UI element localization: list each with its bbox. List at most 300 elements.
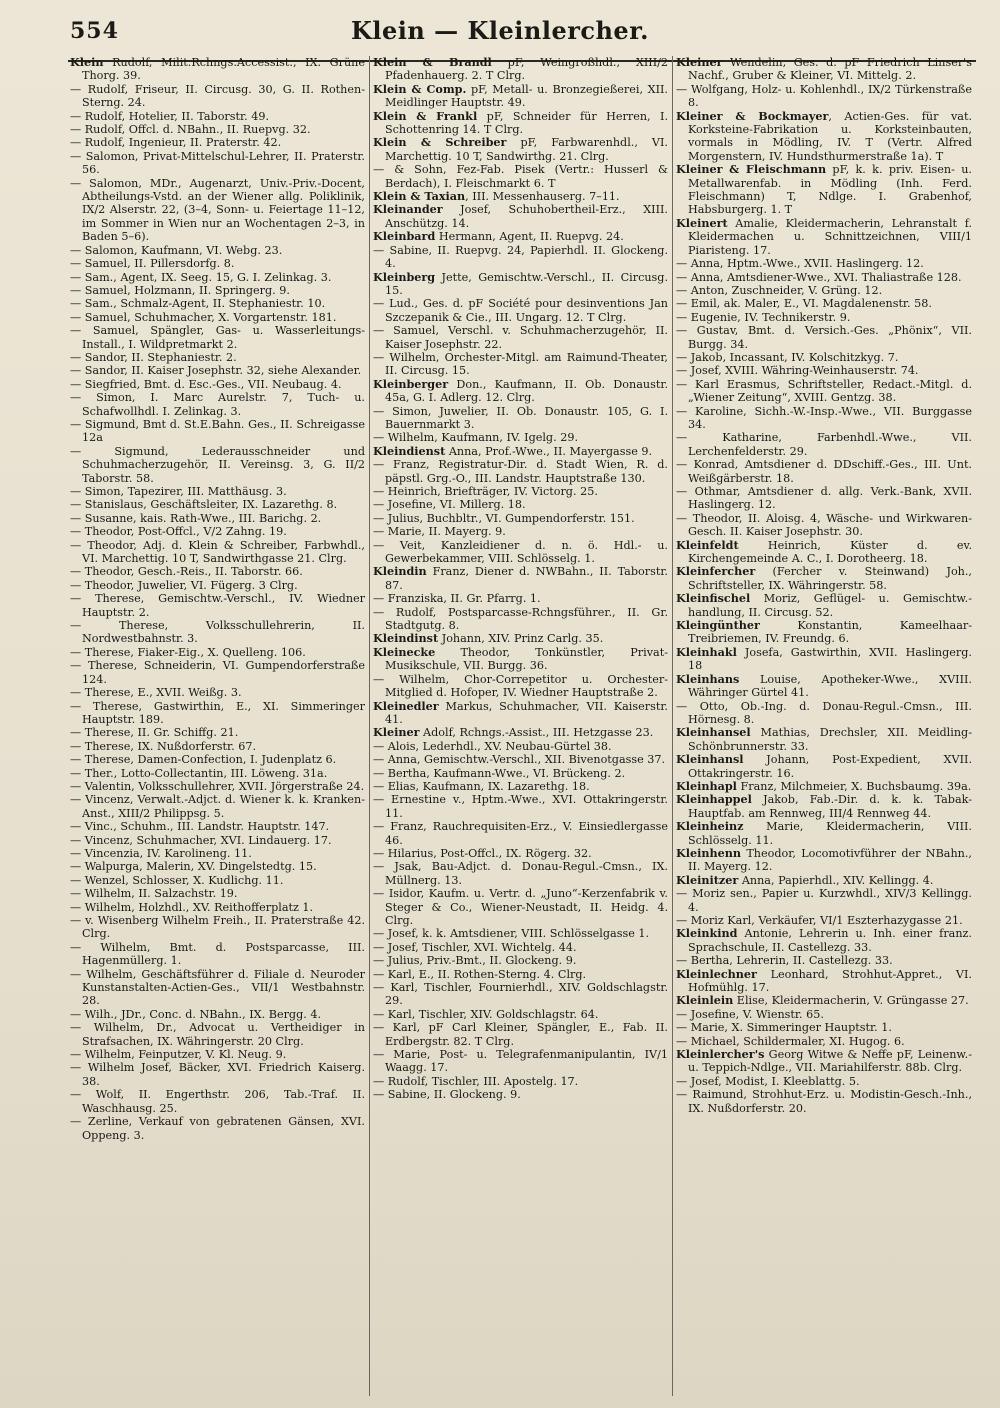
directory-entry [676, 1088, 972, 1115]
directory-entry [373, 968, 668, 981]
entry-text: — Rudolf, Offcl. d. NBahn., II. Ruepvg. 32. [70, 123, 311, 137]
entry-text: — Therese, Damen-Confection, I. Judenplatz 6. [70, 753, 337, 767]
directory-entry [676, 954, 972, 967]
directory-entry [373, 632, 668, 645]
entry-text: — Sabine, II. Ruepvg. 24, Papierhdl. II. Glockeng. 4. [373, 243, 668, 271]
entry-text: — Theodor, II. Aloisg. 4, Wäsche- und Wirkwaren-Gesch. II. Kaiser Josephstr. 30. [676, 511, 972, 539]
directory-entry [373, 539, 668, 566]
entry-text: — Rudolf, Postsparcasse-Rchngsführer., II. Gr. Stadtgutg. 8. [373, 605, 668, 633]
entry-text: — Wilhelm, Kaufmann, IV. Igelg. 29. [373, 431, 578, 445]
entry-text: Franz, Diener d. NWBahn., II. Taborstr. 87. [385, 565, 668, 592]
directory-entry [70, 297, 365, 310]
directory-entry [676, 284, 972, 297]
entry-text: — Michael, Schildermaler, XI. Hugog. 6. [676, 1034, 905, 1048]
entry-text: — Konrad, Amtsdiener d. DDschiff.-Ges., III. Unt. Weißgärberstr. 18. [676, 458, 972, 485]
entry-text: — Wilhelm, Chor-Correpetitor u. Orchester-Mitglied d. Hofoper, IV. Wiedner Hauptstraße 2. [373, 672, 668, 700]
entry-text: — Therese, Gemischtw.-Verschl., IV. Wiedner Hauptstr. 2. [70, 592, 365, 619]
entry-text: Johann, XIV. Prinz Carlg. 35. [438, 632, 604, 646]
directory-entry [373, 525, 668, 538]
directory-entry [676, 1035, 972, 1048]
directory-entry [373, 83, 668, 110]
entry-surname: Kleinberger [373, 376, 449, 391]
entry-surname: Kleinlercher's [676, 1047, 765, 1062]
directory-entry [373, 565, 668, 592]
directory-entry [373, 110, 668, 137]
directory-entry [373, 431, 668, 444]
entry-text: — Salomon, Privat-Mittelschul-Lehrer, II. Praterstr. 56. [70, 149, 365, 177]
running-head: Klein — Kleinlercher. [351, 16, 649, 45]
entry-text: — Josefine, VI. Millerg. 18. [373, 498, 526, 512]
directory-entry [373, 512, 668, 525]
entry-text: Don., Kaufmann, II. Ob. Donaustr. 45a, G. I. Adlerg. 12. Clrg. [385, 377, 668, 405]
directory-entry [70, 378, 365, 391]
directory-entry [373, 190, 668, 203]
entry-text: — Eugenie, IV. Technikerstr. 9. [676, 310, 851, 324]
entry-surname: Kleinkind [676, 926, 738, 941]
directory-entry [676, 619, 972, 646]
directory-entry [70, 780, 365, 793]
directory-entry [373, 56, 668, 83]
entry-text: — v. Wisenberg Wilhelm Freih., II. Praterstraße 42. Clrg. [70, 914, 365, 941]
directory-entry [676, 847, 972, 874]
entry-text: — Marie, X. Simmeringer Hauptstr. 1. [676, 1021, 892, 1035]
directory-entry [70, 592, 365, 619]
entry-text: Mathias, Drechsler, XII. Meidling-Schönbrunnerstr. 33. [688, 726, 972, 753]
directory-entry [70, 351, 365, 364]
directory-entry [373, 405, 668, 432]
directory-entry [70, 740, 365, 753]
directory-entry [70, 525, 365, 538]
directory-entry [676, 351, 972, 364]
directory-entry [70, 1088, 365, 1115]
entry-surname: Kleinedler [373, 698, 439, 713]
directory-entry [676, 673, 972, 700]
entry-text: — Wilhelm, Orchester-Mitgl. am Raimund-Theater, II. Circusg. 15. [373, 350, 668, 378]
entry-text: — Jakob, Incassant, IV. Kolschitzkyg. 7. [676, 350, 899, 364]
entry-surname: Kleinlein [676, 993, 734, 1008]
page-number: 554 [70, 18, 119, 44]
entry-text: Josefa, Gastwirthin, XVII. Haslingerg. 18 [688, 645, 972, 673]
entry-text: — Sam., Schmalz-Agent, II. Stephaniestr. 10. [70, 297, 326, 311]
directory-entry [373, 606, 668, 633]
entry-text: — Isidor, Kaufm. u. Vertr. d. „Juno“-Kerzenfabrik v. Steger & Co., Wiener-Neustadt, II. Heidg. 4. Clrg. [373, 887, 668, 927]
directory-entry [676, 271, 972, 284]
entry-text: — Therese, E., XVII. Weißg. 3. [70, 686, 242, 700]
entry-text: — Wolf, II. Engerthstr. 206, Tab.-Traf. II. Waschhausg. 25. [70, 1088, 365, 1115]
entry-text: Louise, Apotheker-Wwe., XVIII. Währinger Gürtel 41. [688, 672, 972, 700]
entry-text: — Julius, Priv.-Bmt., II. Glockeng. 9. [373, 954, 577, 968]
entry-text: Jakob, Fab.-Dir. d. k. k. Tabak-Hauptfab. am Rennweg, III/4 Rennweg 44. [688, 793, 972, 820]
entry-text: — Samuel, II. Pillersdorfg. 8. [70, 257, 235, 271]
entry-text: — Therese, Schneiderin, VI. Gumpendorferstraße 124. [70, 659, 365, 686]
directory-entry [70, 56, 365, 83]
entry-surname: Kleinhappel [676, 792, 752, 807]
directory-entry [373, 458, 668, 485]
directory-entry [373, 673, 668, 700]
entry-surname: Kleinitzer [676, 872, 739, 887]
directory-entry [676, 324, 972, 351]
directory-entry [70, 324, 365, 351]
directory-entry [676, 887, 972, 914]
entry-surname: Kleinhakl [676, 644, 737, 659]
directory-entry [70, 391, 365, 418]
directory-entry [676, 378, 972, 405]
entry-text: — Bertha, Lehrerin, II. Castellezg. 33. [676, 954, 893, 968]
directory-entry [70, 1115, 365, 1142]
directory-entry [676, 874, 972, 887]
entry-text: — Anna, Amtsdiener-Wwe., XVI. Thaliastraße 128. [676, 270, 962, 284]
entry-text: — Salomon, Kaufmann, VI. Webg. 23. [70, 243, 283, 257]
entry-text: — Walpurga, Malerin, XV. Dingelstedtg. 15. [70, 860, 317, 874]
entry-text: Heinrich, Küster d. ev. Kirchengemeinde A. C., I. Dorotheerg. 18. [688, 538, 972, 566]
entry-text: — Stanislaus, Geschäftsleiter, IX. Lazarethg. 8. [70, 498, 338, 512]
entry-text: Konstantin, Kameelhaar-Treibriemen, IV. Freundg. 6. [688, 619, 972, 646]
entry-text: , III. Messenhauserg. 7–11. [465, 190, 620, 204]
entry-text: — Jsak, Bau-Adjct. d. Donau-Regul.-Cmsn., IX. Müllnerg. 13. [373, 860, 668, 887]
directory-entry [70, 244, 365, 257]
entry-surname: Kleinberg [373, 269, 436, 284]
entry-text: — & Sohn, Fez-Fab. Pisek (Vertr.: Husserl & Berdach), I. Fleischmarkt 6. T [373, 163, 668, 190]
entry-text: — Simon, I. Marc Aurelstr. 7, Tuch- u. Schafwollhdl. I. Zelinkag. 3. [70, 391, 365, 418]
directory-entry [373, 445, 668, 458]
entry-surname: Kleiner [373, 725, 420, 740]
directory-entry [70, 565, 365, 578]
entry-text: — Sam., Agent, IX. Seeg. 15, G. I. Zelinkag. 3. [70, 270, 332, 284]
entry-text: — Lud., Ges. d. pF Société pour desinventions Jan Szczepanik & Cie., III. Ungarg. 12. T Clrg. [373, 297, 668, 324]
entry-text: — Theodor, Gesch.-Reis., II. Taborstr. 66. [70, 565, 303, 579]
directory-entry [373, 351, 668, 378]
directory-entry [70, 311, 365, 324]
entry-text: — Hilarius, Post-Offcl., IX. Rögerg. 32. [373, 846, 592, 860]
directory-entry [70, 646, 365, 659]
directory-entry [373, 820, 668, 847]
entry-text: — Theodor, Adj. d. Klein & Schreiber, Farbwhdl., VI. Marchettig. 10 T, Sandwirthgasse 21. Clrg. [70, 538, 365, 566]
directory-entry [70, 136, 365, 149]
entry-text: — Sabine, II. Glockeng. 9. [373, 1088, 521, 1102]
entry-text: Franz, Milchmeier, X. Buchsbaumg. 39a. [736, 779, 972, 793]
directory-entry [70, 257, 365, 270]
entry-text: — Vinc., Schuhm., III. Landstr. Hauptstr. 147. [70, 820, 330, 834]
entry-surname: Klein [70, 56, 104, 69]
entry-text: — Wolfgang, Holz- u. Kohlenhdl., IX/2 Türkenstraße 8. [676, 82, 972, 110]
entry-text: — Theodor, Post-Offcl., V/2 Zahng. 19. [70, 525, 287, 539]
directory-entry [70, 83, 365, 110]
entry-text: — Wilhelm, Geschäftsführer d. Filiale d. Neuroder Kunstanstalten-Actien-Ges., VII/1 Westbahnstr. 28. [70, 967, 365, 1008]
page-header [0, 14, 1000, 60]
entry-text: — Simon, Juwelier, II. Ob. Donaustr. 105, G. I. Bauernmarkt 3. [373, 404, 668, 431]
directory-entry [70, 1061, 365, 1088]
entry-text: Johann, Post-Expedient, XVII. Ottakringerstr. 16. [688, 753, 972, 780]
entry-text: — Marie, Post- u. Telegrafenmanipulantin, IV/1 Waagg. 17. [373, 1048, 668, 1075]
entry-text: — Josef, Modist, I. Kleeblattg. 5. [676, 1074, 860, 1088]
directory-entry [70, 686, 365, 699]
entry-text: — Moriz sen., Papier u. Kurzwhdl., XIV/3 Kellingg. 4. [676, 887, 972, 914]
columns [68, 56, 976, 1396]
directory-entry [373, 297, 668, 324]
entry-text: — Karl, Tischler, XIV. Goldschlagstr. 64. [373, 1007, 599, 1021]
directory-entry [373, 163, 668, 190]
directory-entry [70, 860, 365, 873]
directory-entry [70, 941, 365, 968]
entry-text: — Karl, E., II. Rothen-Sterng. 4. Clrg. [373, 967, 587, 981]
directory-entry [373, 203, 668, 230]
directory-entry [373, 887, 668, 927]
directory-entry [373, 230, 668, 243]
directory-entry [676, 297, 972, 310]
entry-text: — Valentin, Volksschullehrer, XVII. Jörgerstraße 24. [70, 779, 365, 793]
entry-surname: Kleiner & Bockmayer [676, 108, 829, 123]
entry-text: — Josef, Tischler, XVI. Wichtelg. 44. [373, 940, 577, 954]
entry-text: — Josef, XVIII. Währing-Weinhauserstr. 74. [676, 364, 919, 378]
directory-entry [676, 110, 972, 164]
directory-entry [70, 445, 365, 485]
entry-text: — Elias, Kaufmann, IX. Lazarethg. 18. [373, 779, 590, 793]
directory-entry [676, 793, 972, 820]
directory-entry [373, 1048, 668, 1075]
directory-entry [70, 123, 365, 136]
entry-surname: Klein & Comp. [373, 81, 467, 96]
directory-entry [373, 592, 668, 605]
entry-text: pF, Schneider für Herren, I. Schottenring 14. T Clrg. [385, 109, 669, 137]
directory-entry [70, 914, 365, 941]
directory-entry [373, 1021, 668, 1048]
directory-entry [70, 485, 365, 498]
directory-entry [676, 458, 972, 485]
entry-text: — Franz, Rauchrequisiten-Erz., V. Einsiedlergasse 46. [373, 820, 668, 847]
entry-surname: Kleinlechner [676, 966, 757, 981]
entry-text: Jette, Gemischtw.-Verschl., II. Circusg. 15. [385, 270, 668, 297]
entry-text: — Samuel, Holzmann, II. Springerg. 9. [70, 283, 290, 297]
entry-text: — Karoline, Sichh.-W.-Insp.-Wwe., VII. Burggasse 34. [676, 404, 972, 431]
entry-surname: Kleinhans [676, 671, 740, 686]
entry-surname: Kleiner & Fleischmann [676, 162, 827, 177]
directory-entry [373, 927, 668, 940]
entry-text: — Ernestine v., Hptm.-Wwe., XVI. Ottakringerstr. 11. [373, 793, 668, 820]
entry-surname: Kleinert [676, 215, 728, 230]
entry-text: — Theodor, Juwelier, VI. Fügerg. 3 Clrg. [70, 578, 298, 592]
directory-entry [676, 726, 972, 753]
entry-text: — Rudolf, Friseur, II. Circusg. 30, G. II. Rothen-Sterng. 24. [70, 82, 365, 110]
directory-entry [676, 927, 972, 954]
entry-surname: Kleinhenn [676, 845, 741, 860]
entry-text: — Therese, Fiaker-Eig., X. Quelleng. 106. [70, 645, 306, 659]
entry-text: — Raimund, Strohhut-Erz. u. Modistin-Gesch.-Inh., IX. Nußdorferstr. 20. [676, 1088, 972, 1115]
directory-entry [373, 1075, 668, 1088]
directory-entry [70, 793, 365, 820]
entry-text: — Franziska, II. Gr. Pfarrg. 1. [373, 592, 541, 606]
entry-text: — Salomon, MDr., Augenarzt, Univ.-Priv.-Docent, Abtheilungs-Vstd. an der Wiener allg. Poliklinik, IX/2 Alserstr. 22, (3–4, Sonn- u. Feiertage 11–12, im Sommer in Wien nur an Wochentagen 2–3, in Baden 5–6). [70, 176, 365, 244]
entry-surname: Kleindin [373, 564, 427, 579]
entry-text: — Bertha, Kaufmann-Wwe., VI. Brückeng. 2. [373, 766, 626, 780]
entry-text: pF, k. k. priv. Eisen- u. Metallwarenfab. in Mödling (Inh. Ferd. Fleischmann) T, Ndlge. I. Grabenhof, Habsburgerg. 1. T [688, 163, 972, 217]
entry-text: , Actien-Ges. für vat. Korksteine-Fabrikation u. Korksteinbauten, vormals in Mödling, IV. T (Vertr. Alfred Morgenstern, IV. Hundsthurmerstraße 1a). T [688, 109, 972, 163]
directory-entry [70, 834, 365, 847]
entry-text: Leonhard, Strohhut-Appret., VI. Hofmühlg. 17. [688, 967, 972, 995]
directory-entry [676, 646, 972, 673]
entry-text: Theodor, Tonkünstler, Privat-Musikschule, VII. Burgg. 36. [385, 645, 668, 673]
directory-entry [70, 150, 365, 177]
directory-entry [676, 1021, 972, 1034]
entry-surname: Kleinbard [373, 229, 436, 244]
entry-surname: Klein & Taxian [373, 189, 466, 204]
entry-text: Marie, Kleidermacherin, VIII. Schlösselg. 11. [688, 820, 972, 847]
directory-entry [373, 1088, 668, 1101]
directory-entry [676, 512, 972, 539]
entry-text: — Vincenz, Schuhmacher, XVI. Lindauerg. 17. [70, 833, 332, 847]
entry-text: Georg Witwe & Neffe pF, Leinenw.- u. Teppich-Ndlge., VII. Mariahilferstr. 88b. Clrg. [688, 1048, 972, 1075]
entry-text: — Josefine, V. Wienstr. 65. [676, 1007, 824, 1021]
directory-entry [676, 311, 972, 324]
entry-text: — Vincenzia, IV. Karolineng. 11. [70, 846, 252, 860]
directory-entry [70, 1048, 365, 1061]
directory-entry [373, 847, 668, 860]
column-middle [371, 56, 673, 1396]
directory-entry [676, 994, 972, 1007]
entry-text: — Karl Erasmus, Schriftsteller, Redact.-Mitgl. d. „Wiener Zeitung“, XVIII. Gentzg. 38. [676, 377, 972, 405]
entry-text: — Alois, Lederhdl., XV. Neubau-Gürtel 38. [373, 739, 612, 753]
directory-entry [70, 512, 365, 525]
directory-entry [70, 901, 365, 914]
entry-surname: Kleinfischel [676, 591, 751, 606]
directory-entry [373, 136, 668, 163]
directory-entry [676, 968, 972, 995]
directory-entry [373, 1008, 668, 1021]
directory-entry [676, 56, 972, 83]
directory-entry [676, 485, 972, 512]
directory-entry [70, 418, 365, 445]
entry-text: — Sandor, II. Kaiser Josephstr. 32, siehe Alexander. [70, 364, 362, 378]
entry-surname: Kleinhapl [676, 778, 737, 793]
directory-entry [676, 1075, 972, 1088]
entry-text: — Rudolf, Tischler, III. Apostelg. 17. [373, 1074, 579, 1088]
directory-entry [70, 284, 365, 297]
entry-text: — Sigmund, Lederausschneider und Schuhmacherzugehör, II. Vereinsg. 3, G. II/2 Taborstr. 58. [70, 444, 365, 485]
entry-text: — Samuel, Spängler, Gas- u. Wasserleitungs-Install., I. Wildpretmarkt 2. [70, 324, 365, 351]
entry-text: — Karl, Tischler, Fournierhdl., XIV. Goldschlagstr. 29. [373, 981, 668, 1008]
entry-text: — Wilh., JDr., Conc. d. NBahn., IX. Bergg. 4. [70, 1007, 322, 1021]
directory-entry [373, 954, 668, 967]
entry-text: — Samuel, Schuhmacher, X. Vorgartenstr. 181. [70, 310, 337, 324]
entry-text: pF, Farbwarenhdl., VI. Marchettig. 10 T, Sandwirthg. 21. Clrg. [385, 136, 668, 163]
directory-entry [373, 941, 668, 954]
directory-entry [676, 539, 972, 566]
directory-entry [373, 767, 668, 780]
entry-surname: Kleinfercher [676, 564, 756, 579]
entry-surname: Kleinhansl [676, 752, 744, 767]
entry-text: — Julius, Buchbltr., VI. Gumpendorferstr. 151. [373, 511, 635, 525]
directory-entry [373, 646, 668, 673]
column-left [68, 56, 370, 1396]
directory-entry [70, 579, 365, 592]
directory-entry [676, 83, 972, 110]
entry-text: — Wilhelm, Holzhdl., XV. Reithofferplatz 1. [70, 900, 314, 914]
entry-text: Wendelin, Ges. d. pF Friedrich Linser's Nachf., Gruber & Kleiner, VI. Mittelg. 2. [688, 56, 972, 83]
entry-text: (Fercher v. Steinwand) Joh., Schriftsteller, IX. Währingerstr. 58. [688, 565, 972, 592]
directory-entry [70, 659, 365, 686]
entry-text: — Wenzel, Schlosser, X. Kudlichg. 11. [70, 873, 284, 887]
entry-text: Hermann, Agent, II. Ruepvg. 24. [435, 230, 624, 244]
entry-text: Adolf, Rchngs.-Assist., III. Hetzgasse 23. [419, 726, 654, 740]
directory-entry [70, 767, 365, 780]
directory-entry [373, 753, 668, 766]
entry-text: — Therese, II. Gr. Schiffg. 21. [70, 726, 239, 740]
entry-text: — Anton, Zuschneider, V. Grüng. 12. [676, 283, 883, 297]
directory-entry [373, 244, 668, 271]
column-right [674, 56, 976, 1396]
directory-entry [70, 887, 365, 900]
entry-text: — Katharine, Farbenhdl.-Wwe., VII. Lerchenfelderstr. 29. [676, 431, 972, 458]
entry-text: Antonie, Lehrerin u. Inh. einer franz. Sprachschule, II. Castellezg. 33. [688, 927, 972, 954]
directory-entry [70, 110, 365, 123]
entry-text: Rudolf, Milit.Rchngs.Accessist., IX. Grüne Thorg. 39. [82, 56, 365, 83]
entry-text: — Rudolf, Ingenieur, II. Praterstr. 42. [70, 136, 282, 150]
directory-entry [373, 324, 668, 351]
directory-entry [676, 257, 972, 270]
directory-entry [70, 820, 365, 833]
entry-text: — Otto, Ob.-Ing. d. Donau-Regul.-Cmsn., III. Hörnesg. 8. [676, 699, 972, 726]
entry-text: — Vincenz, Verwalt.-Adjct. d. Wiener k. k. Kranken-Anst., XIII/2 Philippsg. 5. [70, 793, 365, 820]
entry-text: Josef, Schuhobertheil-Erz., XIII. Anschützg. 14. [385, 203, 668, 230]
entry-text: — Marie, II. Mayerg. 9. [373, 525, 506, 539]
entry-text: — Emil, ak. Maler, E., VI. Magdalenenstr. 58. [676, 297, 932, 311]
directory-entry [373, 700, 668, 727]
entry-text: — Anna, Gemischtw.-Verschl., XII. Bivenotgasse 37. [373, 753, 666, 767]
directory-entry [70, 539, 365, 566]
entry-text: — Othmar, Amtsdiener d. allg. Verk.-Bank, XVII. Haslingerg. 12. [676, 485, 972, 512]
entry-text: Anna, Prof.-Wwe., II. Mayergasse 9. [445, 444, 653, 458]
directory-entry [373, 485, 668, 498]
entry-text: Theodor, Locomotivführer der NBahn., II. Mayerg. 12. [688, 846, 972, 874]
entry-text: — Therese, Gastwirthin, E., XI. Simmeringer Hauptstr. 189. [70, 699, 365, 726]
directory-entry [373, 378, 668, 405]
entry-text: — Sigmund, Bmt d. St.E.Bahn. Ges., II. Schreigasse 12a [70, 417, 365, 445]
entry-text: — Therese, IX. Nußdorferstr. 67. [70, 739, 257, 753]
directory-entry [70, 619, 365, 646]
entry-surname: Kleindinst [373, 631, 439, 646]
entry-text: — Franz, Registratur-Dir. d. Stadt Wien, R. d. päpstl. Grg.-O., III. Landstr. Hauptstraße 130. [373, 458, 668, 485]
entry-surname: Kleingünther [676, 618, 760, 633]
directory-entry [70, 271, 365, 284]
directory-entry [70, 726, 365, 739]
directory-entry [70, 364, 365, 377]
directory-entry [70, 968, 365, 1008]
entry-surname: Kleinfeldt [676, 537, 739, 552]
directory-entry [676, 1008, 972, 1021]
entry-text: — Veit, Kanzleidiener d. n. ö. Hdl.- u. Gewerbekammer, VIII. Schlösselg. 1. [373, 538, 668, 566]
entry-surname: Kleinhansel [676, 725, 751, 740]
entry-text: — Susanne, kais. Rath-Wwe., III. Barichg. 2. [70, 511, 322, 525]
entry-text: Moriz, Geflügel- u. Gemischtw.-handlung, II. Circusg. 52. [688, 592, 972, 619]
entry-text: — Heinrich, Briefträger, IV. Victorg. 25. [373, 485, 598, 498]
entry-text: Anna, Papierhdl., XIV. Kellingg. 4. [738, 873, 934, 887]
directory-entry [70, 700, 365, 727]
directory-entry [373, 860, 668, 887]
directory-entry [70, 1021, 365, 1048]
entry-text: — Wilhelm Josef, Bäcker, XVI. Friedrich Kaiserg. 38. [70, 1061, 365, 1088]
entry-surname: Klein & Frankl [373, 108, 478, 123]
directory-entry [676, 780, 972, 793]
entry-surname: Klein & Schreiber [373, 135, 507, 150]
entry-surname: Kleinander [373, 202, 443, 217]
entry-text: Elise, Kleidermacherin, V. Grüngasse 27. [733, 994, 969, 1008]
directory-entry [676, 431, 972, 458]
entry-text: — Simon, Tapezirer, III. Matthäusg. 3. [70, 485, 287, 498]
entry-text: — Siegfried, Bmt. d. Esc.-Ges., VII. Neubaug. 4. [70, 377, 342, 391]
entry-text: Amalie, Kleidermacherin, Lehranstalt f. Kleidermachen u. Schnittzeichnen, VIII/1 Piaristeng. 17. [688, 216, 972, 257]
directory-entry [676, 914, 972, 927]
entry-text: — Karl, pF Carl Kleiner, Spängler, E., Fab. II. Erdbergstr. 82. T Clrg. [373, 1021, 668, 1048]
directory-entry [373, 981, 668, 1008]
